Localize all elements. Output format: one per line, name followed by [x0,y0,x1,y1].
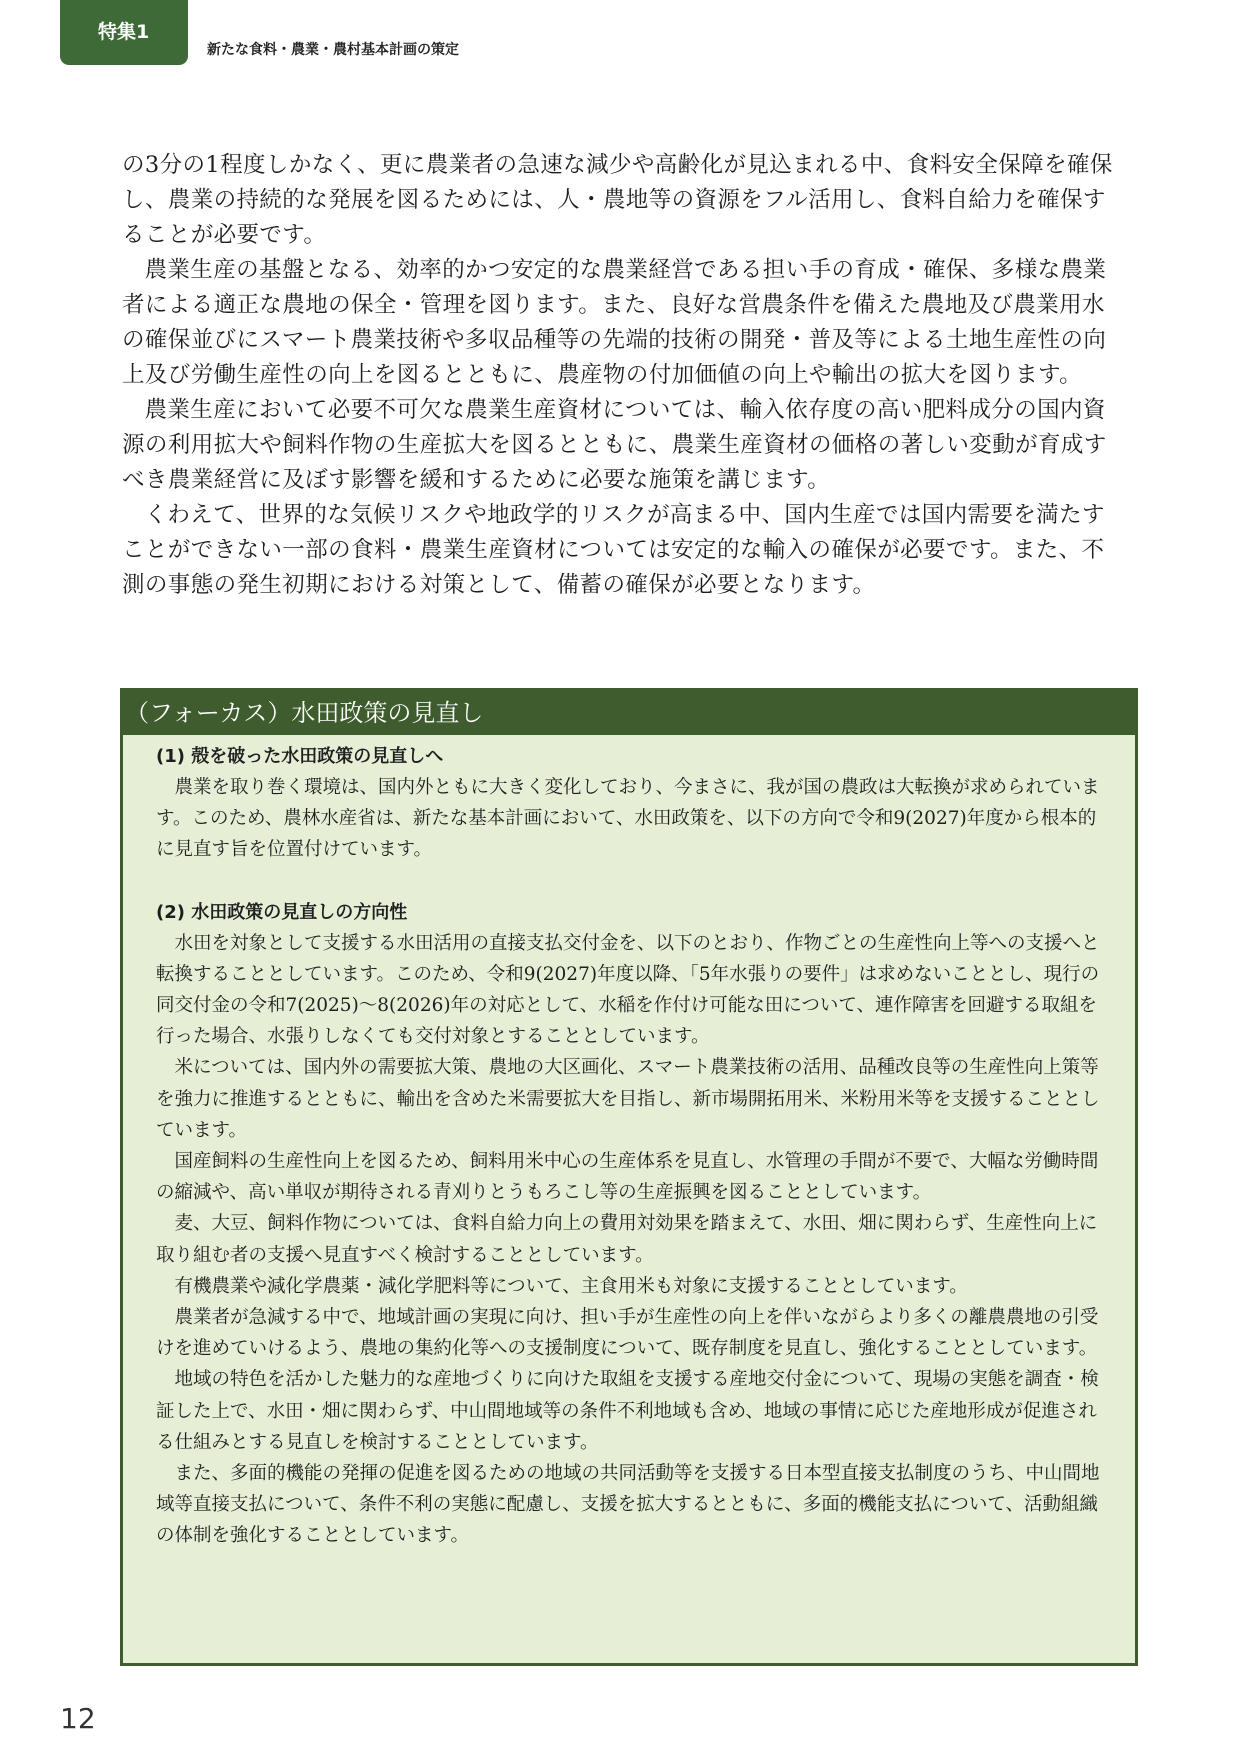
focus-paragraph: 地域の特色を活かした魅力的な産地づくりに向けた取組を支援する産地交付金について、現場の実態を調査・検証した上で、水田・畑に関わらず、中山間地域等の条件不利地域も含め、地域の事情に応じた産地形成が促進される仕組みとする見直しを検討することとしています。 [156,1369,1099,1453]
focus-paragraph: 農業を取り巻く環境は、国内外ともに大きく変化しており、今まさに、我が国の農政は大転換が求められています。このため、農林水産省は、新たな基本計画において、水田政策を、以下の方向で令和9(2027)年度から根本的に見直す旨を位置付けています。 [156,777,1100,861]
focus-paragraph: 麦、大豆、飼料作物については、食料自給力向上の費用対効果を踏まえて、水田、畑に関わらず、生産性向上に取り組む者の支援へ見直すべく検討することとしています。 [156,1213,1098,1266]
focus-title: （フォーカス）水田政策の見直し [123,691,1135,735]
focus-paragraph: 農業者が急減する中で、地域計画の実現に向け、担い手が生産性の向上を伴いながらより多くの離農農地の引受けを進めていけるよう、農地の集約化等への支援制度について、既存制度を見直し、強化することとしています。 [156,1307,1099,1360]
body-paragraph: 農業生産の基盤となる、効率的かつ安定的な農業経営である担い手の育成・確保、多様な農業者による適正な農地の保全・管理を図ります。また、良好な営農条件を備えた農地及び農業用水の確保並びにスマート農業技術や多収品種等の先端的技術の開発・普及等による土地生産性の向上及び労働生産性の向上を図るとともに、農産物の付加価値の向上や輸出の拡大を図ります。 [122,257,1107,388]
focus-section-heading: (1) 殻を破った水田政策の見直しへ [156,746,444,767]
chapter-tab-label: 特集1 [98,21,150,43]
focus-paragraph: 有機農業や減化学農薬・減化学肥料等について、主食用米も対象に支援することとしています。 [174,1275,968,1297]
page-number: 12 [60,1702,96,1735]
focus-box [120,688,1138,1666]
focus-paragraph: 水田を対象として支援する水田活用の直接支払交付金を、以下のとおり、作物ごとの生産性向上等への支援へと転換することとしています。このため、令和9(2027)年度以降、「5年水張りの要件」は求めないこととし、現行の同交付金の令和7(2025)～8(2026)年の対応として、水稲を作付け可能な田について、連作障害を回避する取組を行った場合、水張りしなくても交付対象とすることとしています。 [156,932,1100,1048]
focus-paragraph: 米については、国内外の需要拡大策、農地の大区画化、スマート農業技術の活用、品種改良等の生産性向上策等を強力に推進するとともに、輸出を含めた米需要拡大を目指し、新市場開拓用米、米粉用米等を支援することとしています。 [156,1057,1100,1141]
running-header-title: 新たな食料・農業・農村基本計画の策定 [207,42,459,58]
focus-paragraph: また、多面的機能の発揮の促進を図るための地域の共同活動等を支援する日本型直接支払制度のうち、中山間地域等直接支払について、条件不利の実態に配慮し、支援を拡大するとともに、多面的機能支払について、活動組織の体制を強化することとしています。 [156,1463,1100,1547]
body-paragraph: 農業生産において必要不可欠な農業生産資材については、輸入依存度の高い肥料成分の国内資源の利用拡大や飼料作物の生産拡大を図るとともに、農業生産資材の価格の著しい変動が育成すべき農業経営に及ぼす影響を緩和するために必要な施策を講じます。 [122,397,1107,493]
focus-section-heading: (2) 水田政策の見直しの方向性 [156,901,408,923]
body-paragraph: の3分の1程度しかなく、更に農業者の急速な減少や高齢化が見込まれる中、食料安全保障を確保し、農業の持続的な発展を図るためには、人・農地等の資源をフル活用し、食料自給力を確保することが必要です。 [122,152,1113,248]
chapter-tab [60,0,188,65]
focus-paragraph: 国産飼料の生産性向上を図るため、飼料用米中心の生産体系を見直し、水管理の手間が不要で、大幅な労働時間の縮減や、高い単収が期待される青刈りとうもろこし等の生産振興を図ることとしています。 [156,1151,1099,1204]
focus-content [123,735,1135,1552]
main-body-text [122,148,1122,603]
body-paragraph: くわえて、世界的な気候リスクや地政学的リスクが高まる中、国内生産では国内需要を満たすことができない一部の食料・農業生産資材については安定的な輸入の確保が必要です。また、不測の事態の発生初期における対策として、備蓄の確保が必要となります。 [122,502,1105,598]
